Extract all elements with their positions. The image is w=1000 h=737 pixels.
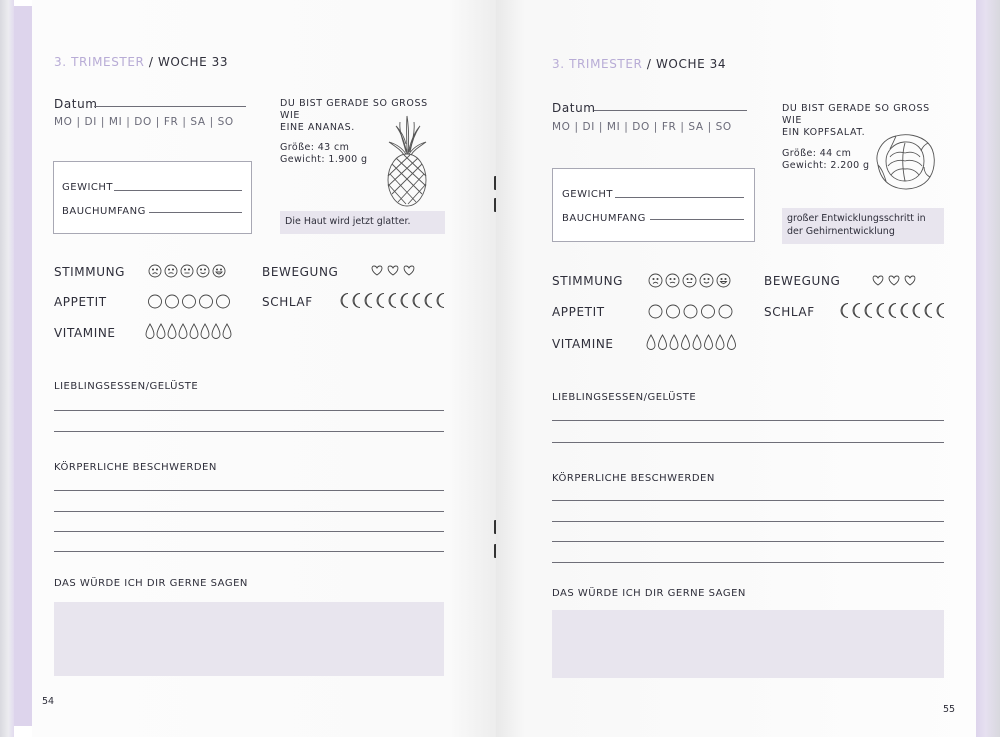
movement-hearts[interactable] — [871, 274, 919, 286]
vitamin-drops[interactable] — [145, 323, 235, 340]
belly-label: BAUCHUMFANG — [62, 206, 146, 217]
favorite-food-label: LIEBLINGSESSEN/GELÜSTE — [54, 381, 199, 392]
pineapple-icon — [384, 114, 430, 212]
writing-line[interactable] — [552, 500, 944, 501]
book-edge-right — [976, 0, 1000, 737]
weight-line[interactable] — [114, 190, 242, 191]
appetite-label: APPETIT — [54, 295, 107, 309]
page-title: 3. TRIMESTER / WOCHE 33 — [54, 55, 229, 69]
weight-label: GEWICHT — [562, 189, 614, 200]
weight-line[interactable] — [615, 197, 744, 198]
weekday-selector[interactable]: MO | DI | MI | DO | FR | SA | SO — [552, 121, 732, 133]
appetite-circles[interactable] — [148, 294, 234, 309]
mood-faces[interactable] — [648, 273, 732, 288]
sleep-moons[interactable] — [840, 302, 948, 319]
measurements-box — [53, 161, 252, 234]
writing-line[interactable] — [54, 531, 444, 532]
page-number: 55 — [943, 704, 956, 715]
writing-line[interactable] — [54, 490, 444, 491]
datum-line[interactable] — [594, 110, 747, 111]
vitamin-drops[interactable] — [646, 334, 738, 351]
weekday-selector[interactable]: MO | DI | MI | DO | FR | SA | SO — [54, 116, 234, 128]
writing-line[interactable] — [54, 551, 444, 552]
complaints-label: KÖRPERLICHE BESCHWERDEN — [552, 473, 715, 484]
belly-line[interactable] — [650, 219, 744, 220]
vitamins-label: VITAMINE — [552, 337, 614, 351]
trimester-label: 3. TRIMESTER — [552, 57, 643, 71]
writing-line[interactable] — [54, 410, 444, 411]
sleep-label: SCHLAF — [764, 305, 815, 319]
size-comparison: DU BIST GERADE SO GROSS WIE EINE ANANAS. Größe: 43 cm Gewicht: 1.900 g — [280, 98, 428, 165]
appetite-label: APPETIT — [552, 305, 605, 319]
mood-label: STIMMUNG — [54, 265, 126, 279]
message-label: DAS WÜRDE ICH DIR GERNE SAGEN — [54, 578, 248, 589]
writing-line[interactable] — [54, 511, 444, 512]
datum-label: Datum — [54, 97, 98, 111]
sleep-label: SCHLAF — [262, 295, 313, 309]
writing-line[interactable] — [552, 521, 944, 522]
complaints-label: KÖRPERLICHE BESCHWERDEN — [54, 462, 217, 473]
week-label: WOCHE 33 — [157, 55, 229, 69]
sleep-moons[interactable] — [340, 292, 448, 309]
size-comparison: DU BIST GERADE SO GROSS WIE EIN KOPFSALAT. Größe: 44 cm Gewicht: 2.200 g — [782, 103, 930, 171]
belly-label: BAUCHUMFANG — [562, 213, 646, 224]
datum-line[interactable] — [94, 106, 246, 107]
writing-line[interactable] — [54, 431, 444, 432]
message-label: DAS WÜRDE ICH DIR GERNE SAGEN — [552, 588, 746, 599]
appetite-circles[interactable] — [648, 304, 738, 319]
lettuce-icon — [872, 131, 938, 197]
belly-line[interactable] — [149, 212, 242, 213]
book-edge-left — [0, 0, 14, 737]
datum-label: Datum — [552, 101, 596, 115]
development-note: Die Haut wird jetzt glatter. — [280, 211, 445, 234]
writing-line[interactable] — [552, 541, 944, 542]
weight-label: GEWICHT — [62, 182, 114, 193]
vitamins-label: VITAMINE — [54, 326, 116, 340]
page-week-34 — [496, 0, 976, 737]
development-note: großer Entwicklungsschritt in der Gehirnentwicklung — [782, 208, 944, 244]
favorite-food-label: LIEBLINGSESSEN/GELÜSTE — [552, 392, 697, 403]
writing-line[interactable] — [552, 442, 944, 443]
writing-line[interactable] — [552, 420, 944, 421]
page-week-33 — [32, 0, 496, 737]
writing-line[interactable] — [552, 562, 944, 563]
page-number: 54 — [42, 696, 55, 707]
mood-faces[interactable] — [148, 264, 228, 278]
mood-label: STIMMUNG — [552, 274, 624, 288]
movement-hearts[interactable] — [370, 264, 418, 276]
trimester-label: 3. TRIMESTER — [54, 55, 145, 69]
movement-label: BEWEGUNG — [764, 274, 841, 288]
measurements-box — [552, 168, 755, 242]
movement-label: BEWEGUNG — [262, 265, 339, 279]
message-box[interactable] — [54, 602, 444, 676]
week-label: WOCHE 34 — [655, 57, 727, 71]
message-box[interactable] — [552, 610, 944, 678]
book-cover-left — [14, 6, 32, 726]
page-title: 3. TRIMESTER / WOCHE 34 — [552, 57, 727, 71]
